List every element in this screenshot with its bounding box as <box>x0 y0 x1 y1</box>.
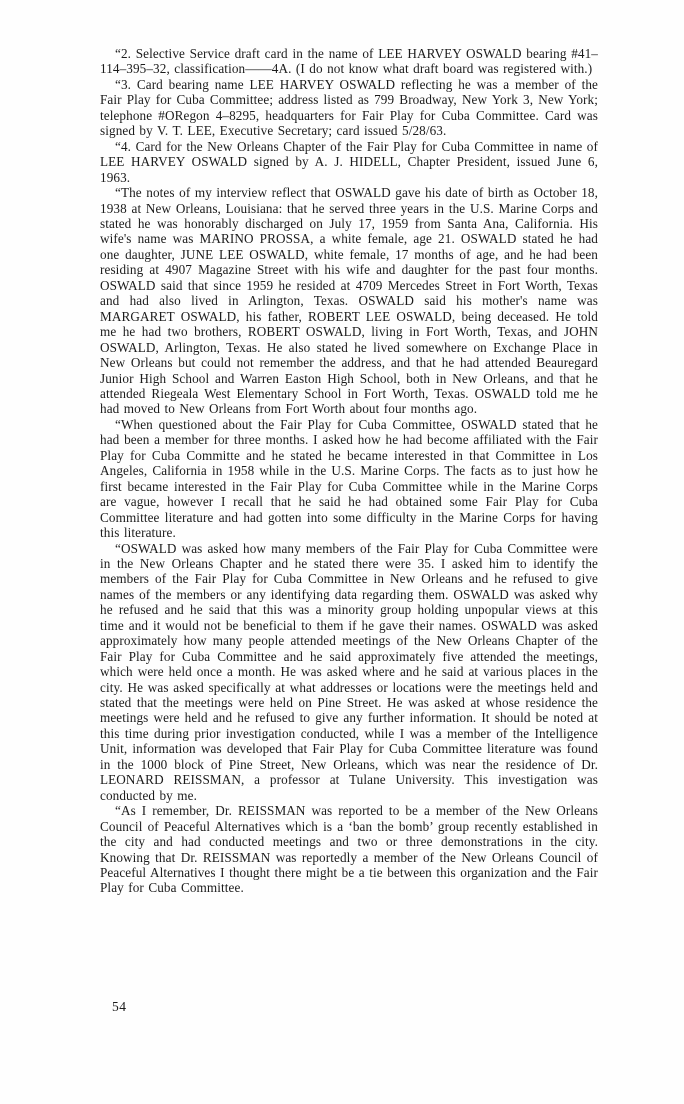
paragraph-chapter-card: “4. Card for the New Orleans Chapter of the Fair Play for Cuba Committee in name of LEE HARVEY OSWALD signed by A. J. HIDELL, Chapter President, issued June 6, 1963. <box>100 138 598 185</box>
paragraph-committee-affiliation: “When questioned about the Fair Play for Cuba Committee, OSWALD stated that he had been a member for three months. I asked how he had become affiliated with the Fair Play for Cuba Committe and he stated he became interested in that Committee in Los Angeles, California in 1958 while in the U.S. Marine Corps. The facts as to just how he first became interested in the Fair Play for Cuba Committee while in the Marine Corps are vague, however I recall that he said he had obtained some Fair Play for Cuba Committee literature and had gotten into some difficulty in the Marine Corps for having this literature. <box>100 416 598 541</box>
paragraph-membership-questions: “OSWALD was asked how many members of the Fair Play for Cuba Committee were in the New Orleans Chapter and he stated there were 35. I asked him to identify the members of the Fair Play for Cuba Committee in New Orleans and he refused to give names of the members or any identifying data regarding them. OSWALD was asked why he refused and he said that this was a minority group holding unpopular views at this time and it would not be beneficial to them if he gave their names. OSWALD was asked approximately how many people attended meetings of the New Orleans Chapter of the Fair Play for Cuba Committee and he said approximately five attended the meetings, which were held once a month. He was asked where and he said at various places in the city. He was asked specifically at what addresses or locations were the meetings held and stated that the meetings were held on Pine Street. He was asked at whose residence the meetings were held and he refused to give any further information. It should be noted at this time during prior investigation conducted, while I was a member of the Intelligence Unit, information was developed that Fair Play for Cuba Committee literature was found in the 1000 block of Pine Street, New Orleans, which was near the residence of Dr. LEONARD REISSMAN, a professor at Tulane University. This investigation was conducted by me. <box>100 540 598 803</box>
paragraph-draft-card: “2. Selective Service draft card in the name of LEE HARVEY OSWALD bearing #41–114–395–32, classification——4A. (I do not know what draft board was registered with.) <box>100 46 598 77</box>
paragraph-reissman: “As I remember, Dr. REISSMAN was reported to be a member of the New Orleans Council of Peaceful Alternatives which is a ‘ban the bomb’ group recently established in the city and had conducted meetings and two or three demonstrations in the city. Knowing that Dr. REISSMAN was reportedly a member of the New Orleans Council of Peaceful Alternatives I thought there might be a tie between this organization and the Fair Play for Cuba Committee. <box>100 803 598 896</box>
paragraph-interview-notes: “The notes of my interview reflect that OSWALD gave his date of birth as October 18, 1938 at New Orleans, Louisiana: that he served three years in the U.S. Marine Corps and stated he was honorably discharged on July 17, 1959 from Santa Ana, California. His wife's name was MARINO PROSSA, a white female, age 21. OSWALD stated he had one daughter, JUNE LEE OSWALD, white female, 17 months of age, and he had been residing at 4907 Magazine Street with his wife and daughter for the past four months. OSWALD said that since 1959 he resided at 4709 Mercedes Street in Fort Worth, Texas and had also lived in Arlington, Texas. OSWALD said his mother's name was MARGARET OSWALD, his father, ROBERT LEE OSWALD, being deceased. He told me he had two brothers, ROBERT OSWALD, living in Fort Worth, Texas, and JOHN OSWALD, Arlington, Texas. He also stated he lived somewhere on Exchange Place in New Orleans but could not remember the address, and that he had attended Beauregard Junior High School and Warren Easton High School, both in New Orleans, and that he attended Riegeala West Elementary School in Fort Worth, Texas. OSWALD told me he had moved to New Orleans from Fort Worth about four months ago. <box>100 185 598 417</box>
document-text-block <box>100 46 598 896</box>
page-number: 54 <box>112 999 127 1014</box>
paragraph-fpcc-member-card: “3. Card bearing name LEE HARVEY OSWALD reflecting he was a member of the Fair Play for Cuba Committee; address listed as 799 Broadway, New York 3, New York; telephone #ORegon 4–8295, headquarters for Fair Play for Cuba Committee. Card was signed by V. T. LEE, Executive Secretary; card issued 5/28/63. <box>100 76 598 139</box>
